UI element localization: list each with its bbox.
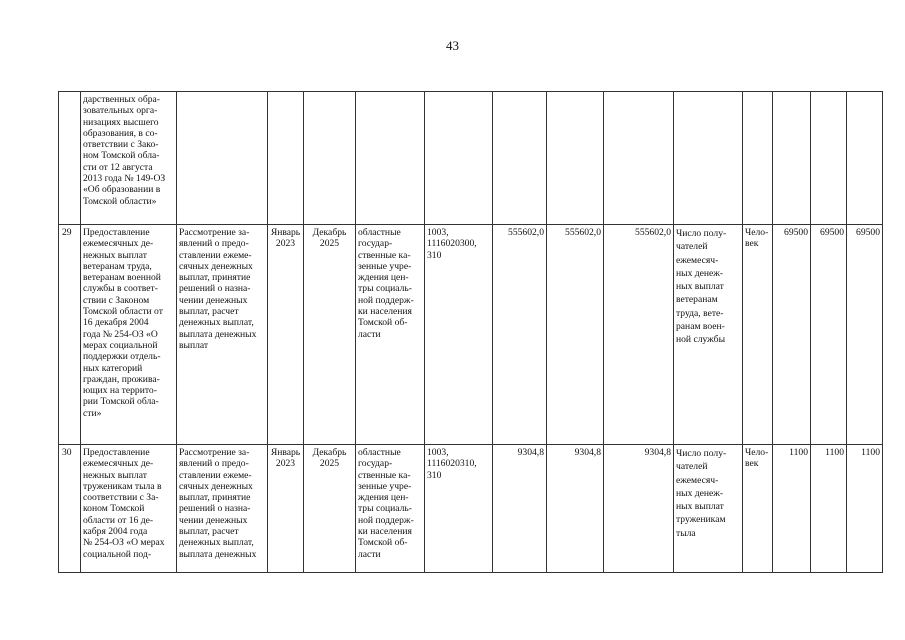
unit: Чело- век [743,445,773,573]
indicator-2025 [847,92,883,225]
indicator [674,92,743,225]
measure-content: Рассмотрение за- явлений о предо- ставлении ежеме- сячных денежных выплат, принятие решений о назна- чении денежных выплат, расчет денежных выплат, выплата денежных [177,445,268,573]
indicator-2023: 69500 [773,225,811,445]
table-row [59,445,883,573]
table-row [59,92,883,225]
measure-name: дарственных обра- зовательных орга- низациях высшего образования, в со- ответствии с Зако- ном Томской обла- сти от 12 августа 2013 года № 149-ОЗ «Об образовании в Томской области» [81,92,177,225]
end-date: Декабрь 2025 [304,445,356,573]
budget-code: 1003, 1116020300, 310 [425,225,493,445]
unit [743,92,773,225]
budget-code [425,92,493,225]
indicator-2023 [773,92,811,225]
start-date: Январь 2023 [268,445,304,573]
measures-table [58,91,883,573]
unit: Чело- век [743,225,773,445]
amount-2024 [547,92,604,225]
start-date: Январь 2023 [268,225,304,445]
executor: областные государ- ственные ка- зенные учре- ждения цен- тры социаль- ной поддерж- ки населения Томской об- ласти [356,225,425,445]
measure-name: Предоставление ежемесячных де- нежных выплат ветеранам труда, ветеранам военной службы в соответ- ствии с Законом Томской области от 16 декабря 2004 года № 254-ОЗ «О мерах социальной поддержки отдель- ных категорий граждан, прожива- ющих на террито- рии Томской обла- сти» [81,225,177,445]
indicator: Число полу- чателей ежемесяч- ных денеж- ных выплат ветеранам труда, вете- ранам воен- ной службы [674,225,743,445]
indicator-2025: 69500 [847,225,883,445]
executor: областные государ- ственные ка- зенные учре- ждения цен- тры социаль- ной поддерж- ки населения Томской об- ласти [356,445,425,573]
indicator: Число полу- чателей ежемесяч- ных денеж- ных выплат труженикам тыла [674,445,743,573]
amount-2025 [604,92,674,225]
indicator-2023: 1100 [773,445,811,573]
amount-2024: 9304,8 [547,445,604,573]
measure-content [177,92,268,225]
row-number: 30 [59,445,81,573]
indicator-2024: 1100 [811,445,847,573]
amount-2025: 555602,0 [604,225,674,445]
table-row [59,225,883,445]
page-number: 43 [446,38,459,53]
row-number [59,92,81,225]
amount-2023: 9304,8 [493,445,547,573]
executor [356,92,425,225]
indicator-2024 [811,92,847,225]
measure-name: Предоставление ежемесячных де- нежных выплат труженикам тыла в соответствии с За- коном Томской области от 16 де- кабря 2004 года № 254-ОЗ «О мерах социальной под- [81,445,177,573]
indicator-2025: 1100 [847,445,883,573]
row-number: 29 [59,225,81,445]
end-date [304,92,356,225]
amount-2025: 9304,8 [604,445,674,573]
indicator-2024: 69500 [811,225,847,445]
budget-code: 1003, 1116020310, 310 [425,445,493,573]
end-date: Декабрь 2025 [304,225,356,445]
start-date [268,92,304,225]
amount-2023: 555602,0 [493,225,547,445]
amount-2023 [493,92,547,225]
measure-content: Рассмотрение за- явлений о предо- ставлении ежеме- сячных денежных выплат, принятие решений о назна- чении денежных выплат, расчет денежных выплат, выплата денежных выплат [177,225,268,445]
amount-2024: 555602,0 [547,225,604,445]
